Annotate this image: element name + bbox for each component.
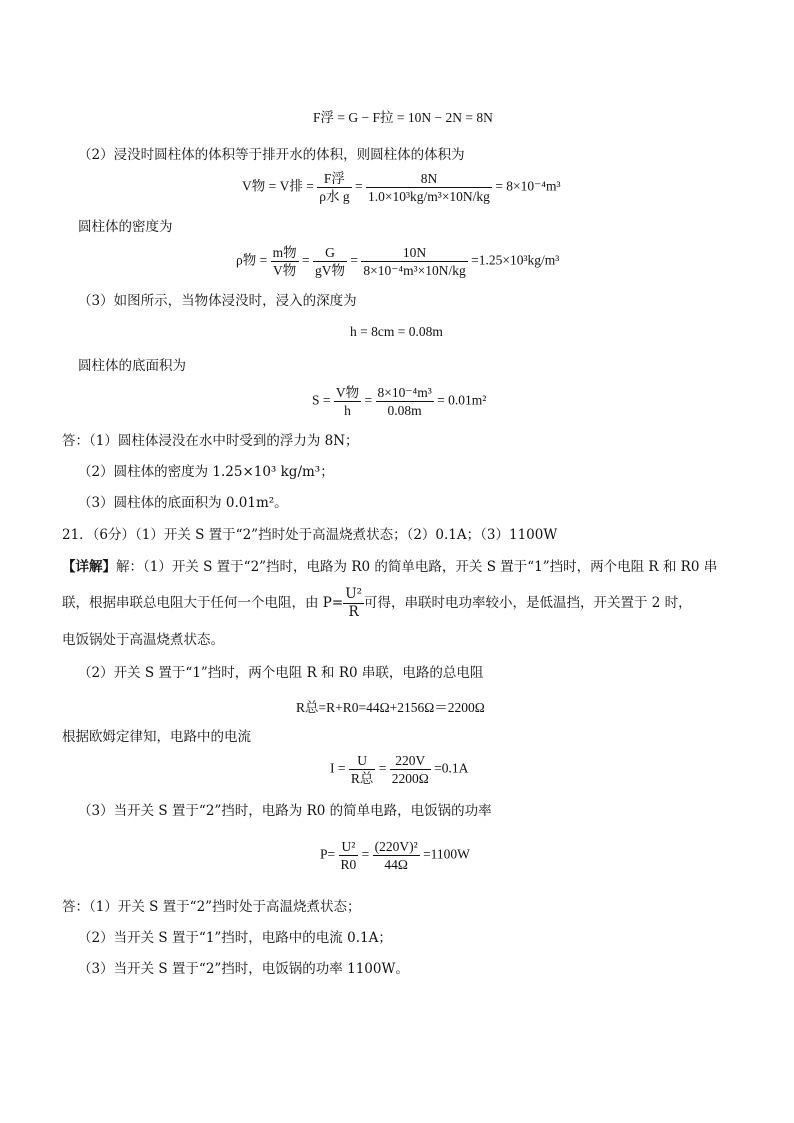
fraction: [343, 586, 364, 621]
denominator: 2200Ω: [391, 771, 429, 786]
equals-sign: =: [354, 178, 363, 194]
denominator: V物: [272, 263, 297, 278]
detail-text: 解：（1）开关 S 置于“2”挡时，电路为 R0 的简单电路，开关 S 置于“1”挡时，两个电阻 R 和 R0 串: [116, 559, 718, 575]
numerator: U²: [345, 586, 362, 602]
paragraph-density-label: 圆柱体的密度为: [78, 219, 173, 235]
equals-sign: =: [350, 252, 358, 268]
denominator: R0: [340, 857, 357, 872]
paragraph-ohm-label: 根据欧姆定律知，电路中的电流: [62, 729, 251, 745]
equation-area: [312, 384, 486, 419]
eq-left: S =: [312, 392, 331, 408]
denominator: ρ水 g: [319, 189, 350, 204]
detail-line-3: 电饭锅处于高温烧煮状态。: [62, 632, 224, 648]
numerator: 220V: [390, 752, 431, 770]
answer-21-line-3: （3）当开关 S 置于“2”挡时，电饭锅的功率 1100W。: [78, 961, 409, 977]
numerator: V物: [335, 385, 360, 400]
equation-buoyancy: [313, 106, 493, 126]
detail-line-1: [62, 558, 717, 576]
equation-text: F浮 = G − F拉 = 10N − 2N = 8N: [313, 110, 493, 125]
fraction: [361, 244, 467, 279]
denominator: 44Ω: [384, 857, 408, 872]
equation-text: h = 8cm = 0.08m: [350, 324, 443, 339]
fraction: [313, 244, 347, 279]
answer-20-line-3: （3）圆柱体的底面积为 0.01m²。: [78, 495, 288, 511]
denominator: 8×10⁻⁴m³×10N/kg: [363, 263, 466, 278]
equation-power: [320, 838, 470, 873]
denominator: R: [348, 604, 359, 620]
equation-volume: [242, 170, 561, 205]
numerator: 8×10⁻⁴m³: [377, 385, 432, 400]
equals-sign: =: [364, 392, 373, 408]
equals-sign: =: [361, 846, 370, 862]
numerator: F浮: [317, 170, 351, 188]
fraction: [390, 752, 431, 787]
fraction: [373, 838, 420, 873]
detail-text: 可得，串联时电功率较小，是低温挡，开关置于 2 时，: [363, 595, 692, 611]
fraction: [334, 384, 361, 419]
equation-density: [236, 244, 559, 279]
answer-21-line-2: （2）当开关 S 置于“1”挡时，电路中的电流 0.1A；: [78, 930, 392, 946]
answer-20-line-2: （2）圆柱体的密度为 1.25×10³ kg/m³；: [78, 464, 334, 480]
eq-left: ρ物 =: [236, 252, 268, 268]
fraction: [366, 170, 492, 205]
eq-result: =0.1A: [434, 760, 469, 776]
eq-left: I =: [330, 760, 346, 776]
equation-current: [330, 752, 468, 787]
fraction: [271, 244, 299, 279]
eq-left: P=: [320, 846, 336, 862]
answer-21-line-1: 答：（1）开关 S 置于“2”挡时处于高温烧煮状态；: [62, 899, 361, 915]
denominator: gV物: [315, 263, 345, 278]
denominator: R总: [350, 771, 374, 786]
numerator: 8N: [366, 170, 492, 188]
denominator: 1.0×10³kg/m³×10N/kg: [367, 189, 490, 204]
eq-result: =1.25×10³kg/m³: [471, 252, 560, 268]
eq-result: = 8×10⁻⁴m³: [495, 178, 561, 194]
numerator: 10N: [361, 244, 467, 262]
answer-20-line-1: 答：（1）圆柱体浸没在水中时受到的浮力为 8N；: [62, 433, 359, 449]
paragraph-area-label: 圆柱体的底面积为: [78, 358, 186, 374]
equals-sign: =: [302, 252, 310, 268]
detail-line-2: [62, 586, 692, 621]
numerator: U: [349, 752, 376, 770]
question-21-header: 21．（6分）（1）开关 S 置于“2”挡时处于高温烧煮状态；（2）0.1A；（3）1100W: [62, 527, 558, 543]
numerator: G: [313, 244, 347, 262]
eq-result: =1100W: [423, 846, 470, 862]
eq-left: V物 = V排 =: [242, 178, 314, 194]
numerator: (220V)²: [374, 839, 418, 854]
eq-result: = 0.01m²: [437, 392, 487, 408]
fraction: [376, 384, 434, 419]
detail-text: 联，根据串联总电阻大于任何一个电阻，由 P=: [62, 595, 344, 611]
fraction: [317, 170, 351, 205]
denominator: h: [344, 403, 351, 418]
fraction: [349, 752, 376, 787]
paragraph-volume-intro: （2）浸没时圆柱体的体积等于排开水的体积，则圆柱体的体积为: [78, 147, 465, 163]
paragraph-power-intro: （3）当开关 S 置于“2”挡时，电路为 R0 的简单电路，电饭锅的功率: [78, 803, 492, 819]
equation-text: R总=R+R0=44Ω+2156Ω＝2200Ω: [296, 700, 485, 715]
equation-depth: [350, 324, 443, 340]
numerator: U²: [339, 838, 359, 856]
fraction: [339, 838, 359, 873]
equals-sign: =: [378, 760, 387, 776]
paragraph-depth-intro: （3）如图所示，当物体浸没时，浸入的深度为: [78, 293, 357, 309]
denominator: 0.08m: [387, 403, 422, 418]
numerator: m物: [272, 245, 297, 260]
detail-tag: 【详解】: [62, 559, 116, 575]
equation-total-resistance: [296, 696, 485, 716]
paragraph-resistance-intro: （2）开关 S 置于“1”挡时，两个电阻 R 和 R0 串联，电路的总电阻: [78, 665, 484, 681]
